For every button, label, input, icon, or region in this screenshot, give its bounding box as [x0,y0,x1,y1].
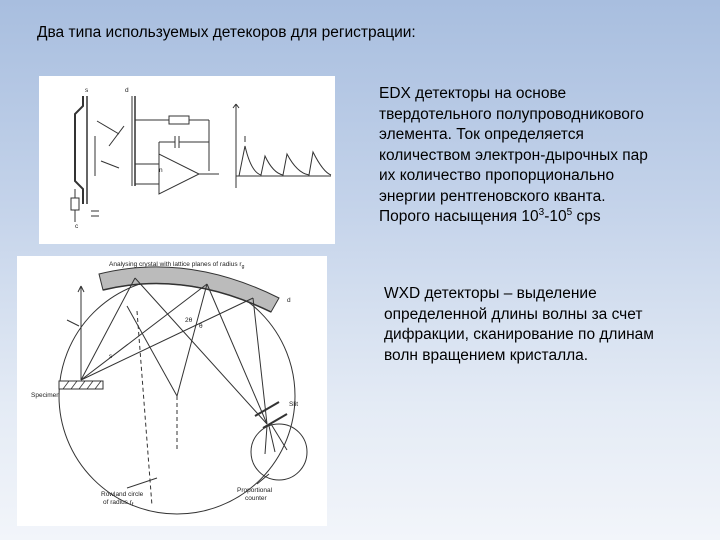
edx-line: их количество пропорционально [379,167,615,184]
edx-line: EDX детекторы на основе [379,85,567,102]
edx-line: количеством электрон-дырочных пар [379,146,648,164]
crystal-label: Analysing crystal with lattice planes of radius $r_g$ [109,261,245,270]
edx-line: твердотельного полупроводникового [379,105,644,123]
counter-label-line1: Proportional [237,487,273,494]
slide-title: Два типа используемых детекоров для регистрации: [37,24,416,41]
svg-text:s: s [85,87,89,94]
wxd-line: определенной длины волны за счет [384,305,643,323]
counter-label-line2: counter [245,495,267,502]
wxd-line: WXD детекторы – выделение [384,285,597,302]
theta-label: θ [199,323,203,330]
svg-text:c: c [75,223,79,230]
rowland-label-line1: Rowland circle [101,491,144,498]
rowland-label-line2: of radius $r_f$ [103,499,134,508]
slit-label: Slit [289,401,299,408]
svg-text:n: n [159,167,163,174]
svg-text:d: d [125,87,129,94]
wxd-line: волн вращением кристалла. [384,346,589,364]
wxd-spectrometer-diagram [17,256,327,526]
specimen-label: Specimen [31,392,60,399]
edx-line: элемента. Ток определяется [379,126,584,143]
s-label: s [109,353,113,360]
wxd-description [384,284,714,366]
angle-label: 2θ [185,317,193,324]
d-label: d [287,297,291,304]
edx-circuit-diagram [39,76,335,244]
wxd-line: дифракции, сканирование по длинам [384,326,654,343]
edx-saturation-line: Порого насыщения $10^3-10^5$ cps [379,206,601,225]
edx-line: энергии рентгеновского кванта. [379,187,606,205]
edx-description [379,84,709,228]
